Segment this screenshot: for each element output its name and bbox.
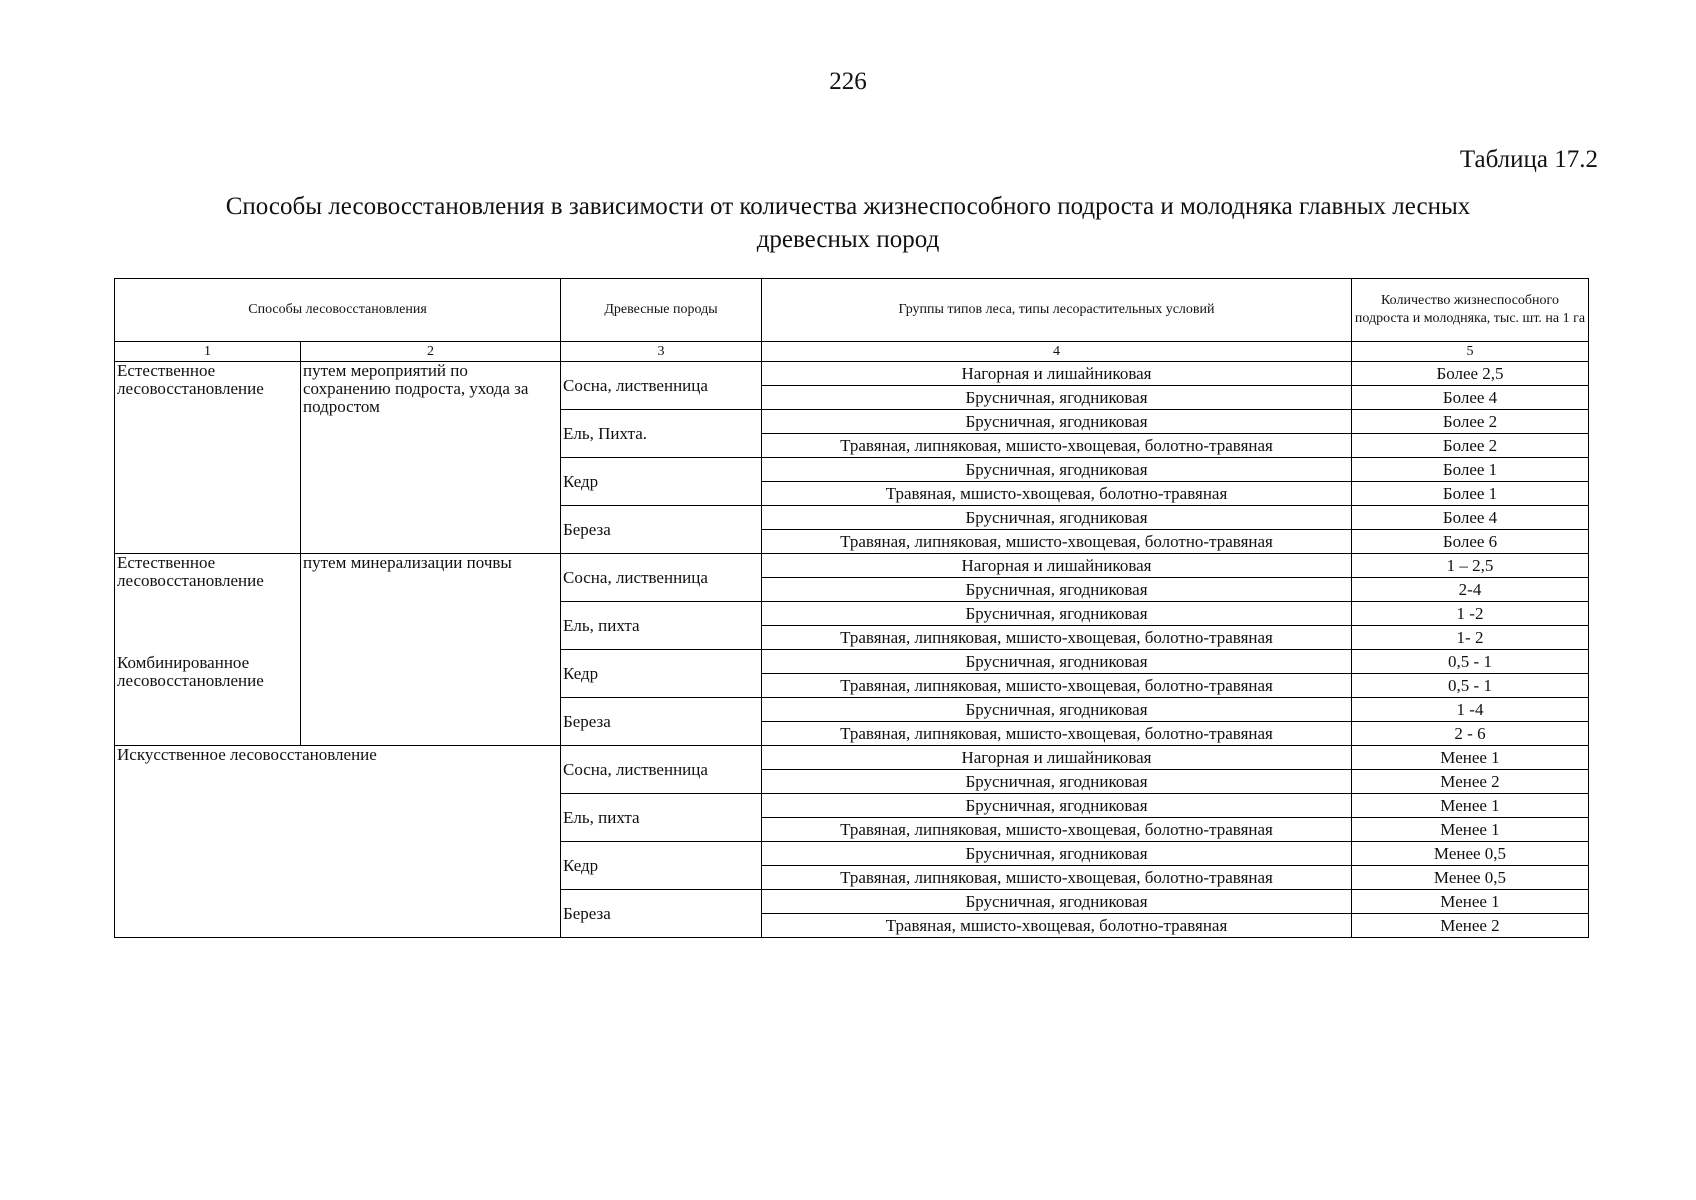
header-species: Древесные породы — [561, 279, 762, 342]
quantity-cell: Более 1 — [1352, 458, 1589, 482]
quantity-cell: 1 -4 — [1352, 698, 1589, 722]
quantity-cell: Более 4 — [1352, 386, 1589, 410]
quantity-cell: Менее 1 — [1352, 818, 1589, 842]
quantity-cell: Более 2 — [1352, 434, 1589, 458]
method-cell — [115, 554, 301, 746]
forest-type-cell: Брусничная, ягодниковая — [762, 386, 1352, 410]
forest-type-cell: Брусничная, ягодниковая — [762, 410, 1352, 434]
forest-type-cell: Брусничная, ягодниковая — [762, 602, 1352, 626]
forest-type-cell: Брусничная, ягодниковая — [762, 770, 1352, 794]
reforestation-table — [114, 278, 1589, 938]
column-number: 4 — [762, 342, 1352, 362]
table-header-row — [115, 279, 1589, 342]
quantity-cell: 1 -2 — [1352, 602, 1589, 626]
header-forest-types: Группы типов леса, типы лесорастительных условий — [762, 279, 1352, 342]
table-title-line-1: Способы лесовосстановления в зависимости от количества жизнеспособного подроста и молодняка главных лесных — [225, 193, 1471, 220]
method-text: Естественное лесовосстановление — [117, 553, 264, 590]
table-row — [115, 746, 1589, 770]
forest-type-cell: Брусничная, ягодниковая — [762, 458, 1352, 482]
species-cell: Ель, Пихта. — [561, 410, 762, 458]
table-row — [115, 362, 1589, 386]
column-number: 1 — [115, 342, 301, 362]
species-cell: Береза — [561, 506, 762, 554]
header-methods: Способы лесовосстановления — [115, 279, 561, 342]
forest-type-cell: Травяная, липняковая, мшисто-хвощевая, болотно-травяная — [762, 866, 1352, 890]
table-number: Таблица 17.2 — [1459, 146, 1598, 173]
quantity-cell: Менее 0,5 — [1352, 842, 1589, 866]
forest-type-cell: Травяная, липняковая, мшисто-хвощевая, болотно-травяная — [762, 626, 1352, 650]
table-title — [120, 190, 1576, 256]
quantity-cell: Менее 1 — [1352, 794, 1589, 818]
page-number: 226 — [829, 68, 867, 95]
column-number: 5 — [1352, 342, 1589, 362]
species-cell: Сосна, лиственница — [561, 362, 762, 410]
method-cell: Естественное лесовосстановление — [115, 362, 301, 554]
forest-type-cell: Травяная, липняковая, мшисто-хвощевая, болотно-травяная — [762, 434, 1352, 458]
table-title-line-2: древесных пород — [756, 226, 940, 253]
species-cell: Кедр — [561, 458, 762, 506]
species-cell: Береза — [561, 890, 762, 938]
quantity-cell: Менее 0,5 — [1352, 866, 1589, 890]
column-number: 3 — [561, 342, 762, 362]
quantity-cell: Более 6 — [1352, 530, 1589, 554]
quantity-cell: Менее 1 — [1352, 890, 1589, 914]
species-cell: Кедр — [561, 650, 762, 698]
method-text: Комбинированное лесовосстановление — [117, 653, 264, 690]
forest-type-cell: Травяная, липняковая, мшисто-хвощевая, болотно-травяная — [762, 818, 1352, 842]
forest-type-cell: Травяная, мшисто-хвощевая, болотно-травяная — [762, 914, 1352, 938]
species-cell: Кедр — [561, 842, 762, 890]
forest-type-cell: Нагорная и лишайниковая — [762, 554, 1352, 578]
quantity-cell: 0,5 - 1 — [1352, 650, 1589, 674]
table-row — [115, 554, 1589, 578]
quantity-cell: 1 – 2,5 — [1352, 554, 1589, 578]
quantity-cell: 2 - 6 — [1352, 722, 1589, 746]
forest-type-cell: Брусничная, ягодниковая — [762, 698, 1352, 722]
quantity-cell: Более 4 — [1352, 506, 1589, 530]
quantity-cell: Более 1 — [1352, 482, 1589, 506]
species-cell: Береза — [561, 698, 762, 746]
method-detail-cell: путем мероприятий по сохранению подроста, ухода за подростом — [301, 362, 561, 554]
method-cell: Искусственное лесовосстановление — [115, 746, 561, 938]
table-body — [115, 362, 1589, 938]
species-cell: Сосна, лиственница — [561, 554, 762, 602]
header-quantity: Количество жизнеспособного подроста и молодняка, тыс. шт. на 1 га — [1352, 279, 1589, 342]
table-column-numbers-row — [115, 342, 1589, 362]
forest-type-cell: Травяная, липняковая, мшисто-хвощевая, болотно-травяная — [762, 530, 1352, 554]
column-number: 2 — [301, 342, 561, 362]
method-detail-cell: путем минерализации почвы — [301, 554, 561, 746]
quantity-cell: 2-4 — [1352, 578, 1589, 602]
quantity-cell: Более 2 — [1352, 410, 1589, 434]
species-cell: Ель, пихта — [561, 602, 762, 650]
forest-type-cell: Травяная, мшисто-хвощевая, болотно-травяная — [762, 482, 1352, 506]
quantity-cell: Более 2,5 — [1352, 362, 1589, 386]
forest-type-cell: Травяная, липняковая, мшисто-хвощевая, болотно-травяная — [762, 674, 1352, 698]
species-cell: Ель, пихта — [561, 794, 762, 842]
species-cell: Сосна, лиственница — [561, 746, 762, 794]
quantity-cell: Менее 2 — [1352, 914, 1589, 938]
quantity-cell: 0,5 - 1 — [1352, 674, 1589, 698]
forest-type-cell: Брусничная, ягодниковая — [762, 794, 1352, 818]
forest-type-cell: Брусничная, ягодниковая — [762, 650, 1352, 674]
quantity-cell: Менее 1 — [1352, 746, 1589, 770]
quantity-cell: Менее 2 — [1352, 770, 1589, 794]
forest-type-cell: Брусничная, ягодниковая — [762, 578, 1352, 602]
forest-type-cell: Нагорная и лишайниковая — [762, 746, 1352, 770]
forest-type-cell: Травяная, липняковая, мшисто-хвощевая, болотно-травяная — [762, 722, 1352, 746]
forest-type-cell: Брусничная, ягодниковая — [762, 842, 1352, 866]
forest-type-cell: Нагорная и лишайниковая — [762, 362, 1352, 386]
forest-type-cell: Брусничная, ягодниковая — [762, 506, 1352, 530]
forest-type-cell: Брусничная, ягодниковая — [762, 890, 1352, 914]
quantity-cell: 1- 2 — [1352, 626, 1589, 650]
